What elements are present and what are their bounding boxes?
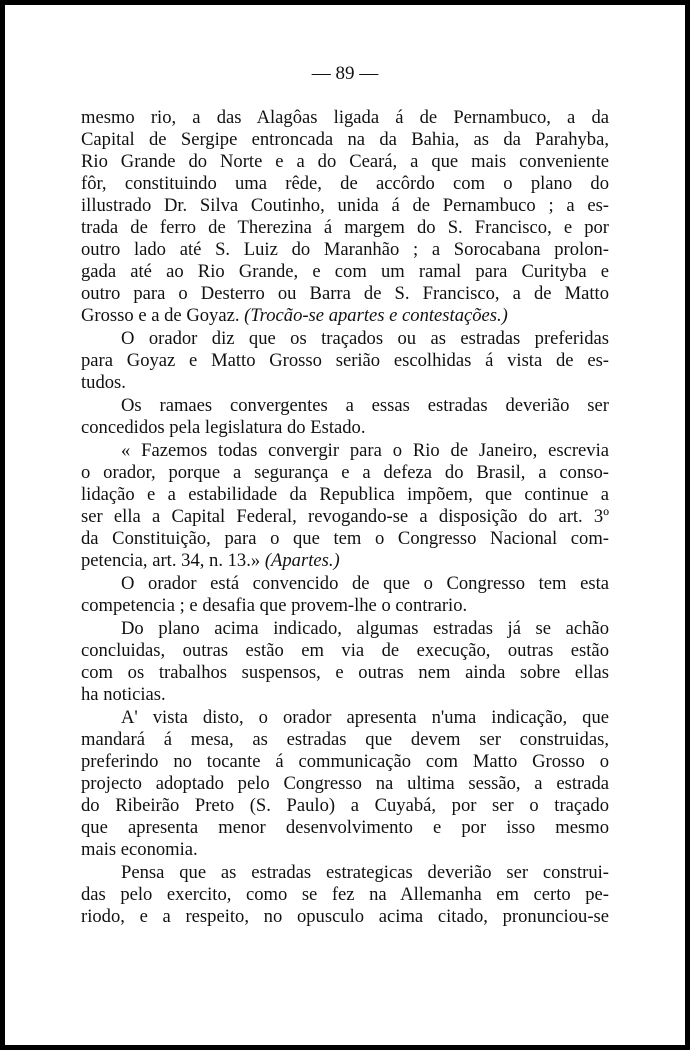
text-line: outro lado até S. Luiz do Maranhão ; a Sorocabana prolon-: [81, 239, 609, 260]
text-line: do Ribeirão Preto (S. Paulo) a Cuyabá, por ser o traçado: [81, 795, 609, 816]
text-line: gada até ao Rio Grande, e com um ramal para Curityba e: [81, 261, 609, 282]
text-line-main: petencia, art. 34, n. 13.»: [81, 550, 261, 571]
text-body: [81, 107, 609, 928]
paragraph: [81, 862, 609, 928]
text-line: « Fazemos todas convergir para o Rio de Janeiro, escrevia: [121, 440, 609, 461]
text-line: [81, 684, 609, 706]
text-line: das pelo exercito, como se fez na Allemanha em certo pe-: [81, 884, 609, 905]
text-line-main: ha noticias.: [81, 684, 166, 705]
paragraph: [81, 107, 609, 327]
text-line: [81, 550, 609, 572]
text-line: preferindo no tocante á communicação com Matto Grosso o: [81, 751, 609, 772]
paragraph: [81, 440, 609, 572]
text-line: Rio Grande do Norte e a do Ceará, a que mais conveniente: [81, 151, 609, 172]
text-line: mesmo rio, a das Alagôas ligada á de Pernambuco, a da: [81, 107, 609, 128]
text-line: Os ramaes convergentes a essas estradas deverião ser: [121, 395, 609, 416]
text-line: que apresenta menor desenvolvimento e por isso mesmo: [81, 817, 609, 838]
page-number: — 89 —: [311, 63, 379, 84]
text-line-main: tudos.: [81, 372, 126, 393]
text-line: A' vista disto, o orador apresenta n'uma indicação, que: [121, 707, 609, 728]
text-line: Pensa que as estradas estrategicas deverião ser construi-: [121, 862, 609, 883]
paragraph: [81, 618, 609, 706]
text-line: [81, 417, 609, 439]
text-line-main: mais economia.: [81, 839, 198, 860]
text-line: projecto adoptado pelo Congresso na ultima sessão, a estrada: [81, 773, 609, 794]
text-line: trada de ferro de Therezina á margem do S. Francisco, e por: [81, 217, 609, 238]
text-line: illustrado Dr. Silva Coutinho, unida á de Pernambuco ; a es-: [81, 195, 609, 216]
text-line: Do plano acima indicado, algumas estradas já se achão: [121, 618, 609, 639]
italic-aside: (Trocão-se apartes e contestações.): [244, 305, 508, 326]
text-line: [81, 305, 609, 327]
text-line: da Constituição, para o que tem o Congresso Nacional com-: [81, 528, 609, 549]
paragraph: [81, 328, 609, 394]
text-line-main: competencia ; e desafia que provem-lhe o contrario.: [81, 595, 468, 616]
text-line: O orador diz que os traçados ou as estradas preferidas: [121, 328, 609, 349]
paragraph: [81, 395, 609, 439]
text-line: com os trabalhos suspensos, e outras nem ainda sobre ellas: [81, 662, 609, 683]
text-line: [81, 595, 609, 617]
text-line-main: Grosso e a de Goyaz.: [81, 305, 240, 326]
text-line: para Goyaz e Matto Grosso serião escolhidas á vista de es-: [81, 350, 609, 371]
text-line: o orador, porque a segurança e a defeza do Brasil, a conso-: [81, 462, 609, 483]
text-line: riodo, e a respeito, no opusculo acima citado, pronunciou-se: [81, 906, 609, 927]
text-line: mandará á mesa, as estradas que devem ser construidas,: [81, 729, 609, 750]
text-line: outro para o Desterro ou Barra de S. Francisco, a de Matto: [81, 283, 609, 304]
text-line: lidação e a estabilidade da Republica impõem, que continue a: [81, 484, 609, 505]
text-line: [81, 839, 609, 861]
text-line: fôr, constituindo uma rêde, de accôrdo com o plano do: [81, 173, 609, 194]
text-line: [81, 372, 609, 394]
italic-aside: (Apartes.): [264, 550, 340, 571]
text-line: Capital de Sergipe entroncada na da Bahia, as da Parahyba,: [81, 129, 609, 150]
text-line: O orador está convencido de que o Congresso tem esta: [121, 573, 609, 594]
paragraph: [81, 707, 609, 861]
text-line-main: concedidos pela legislatura do Estado.: [81, 417, 366, 438]
paragraph: [81, 573, 609, 617]
text-line: ser ella a Capital Federal, revogando-se a disposição do art. 3º: [81, 506, 609, 527]
text-line: concluidas, outras estão em via de execução, outras estão: [81, 640, 609, 661]
